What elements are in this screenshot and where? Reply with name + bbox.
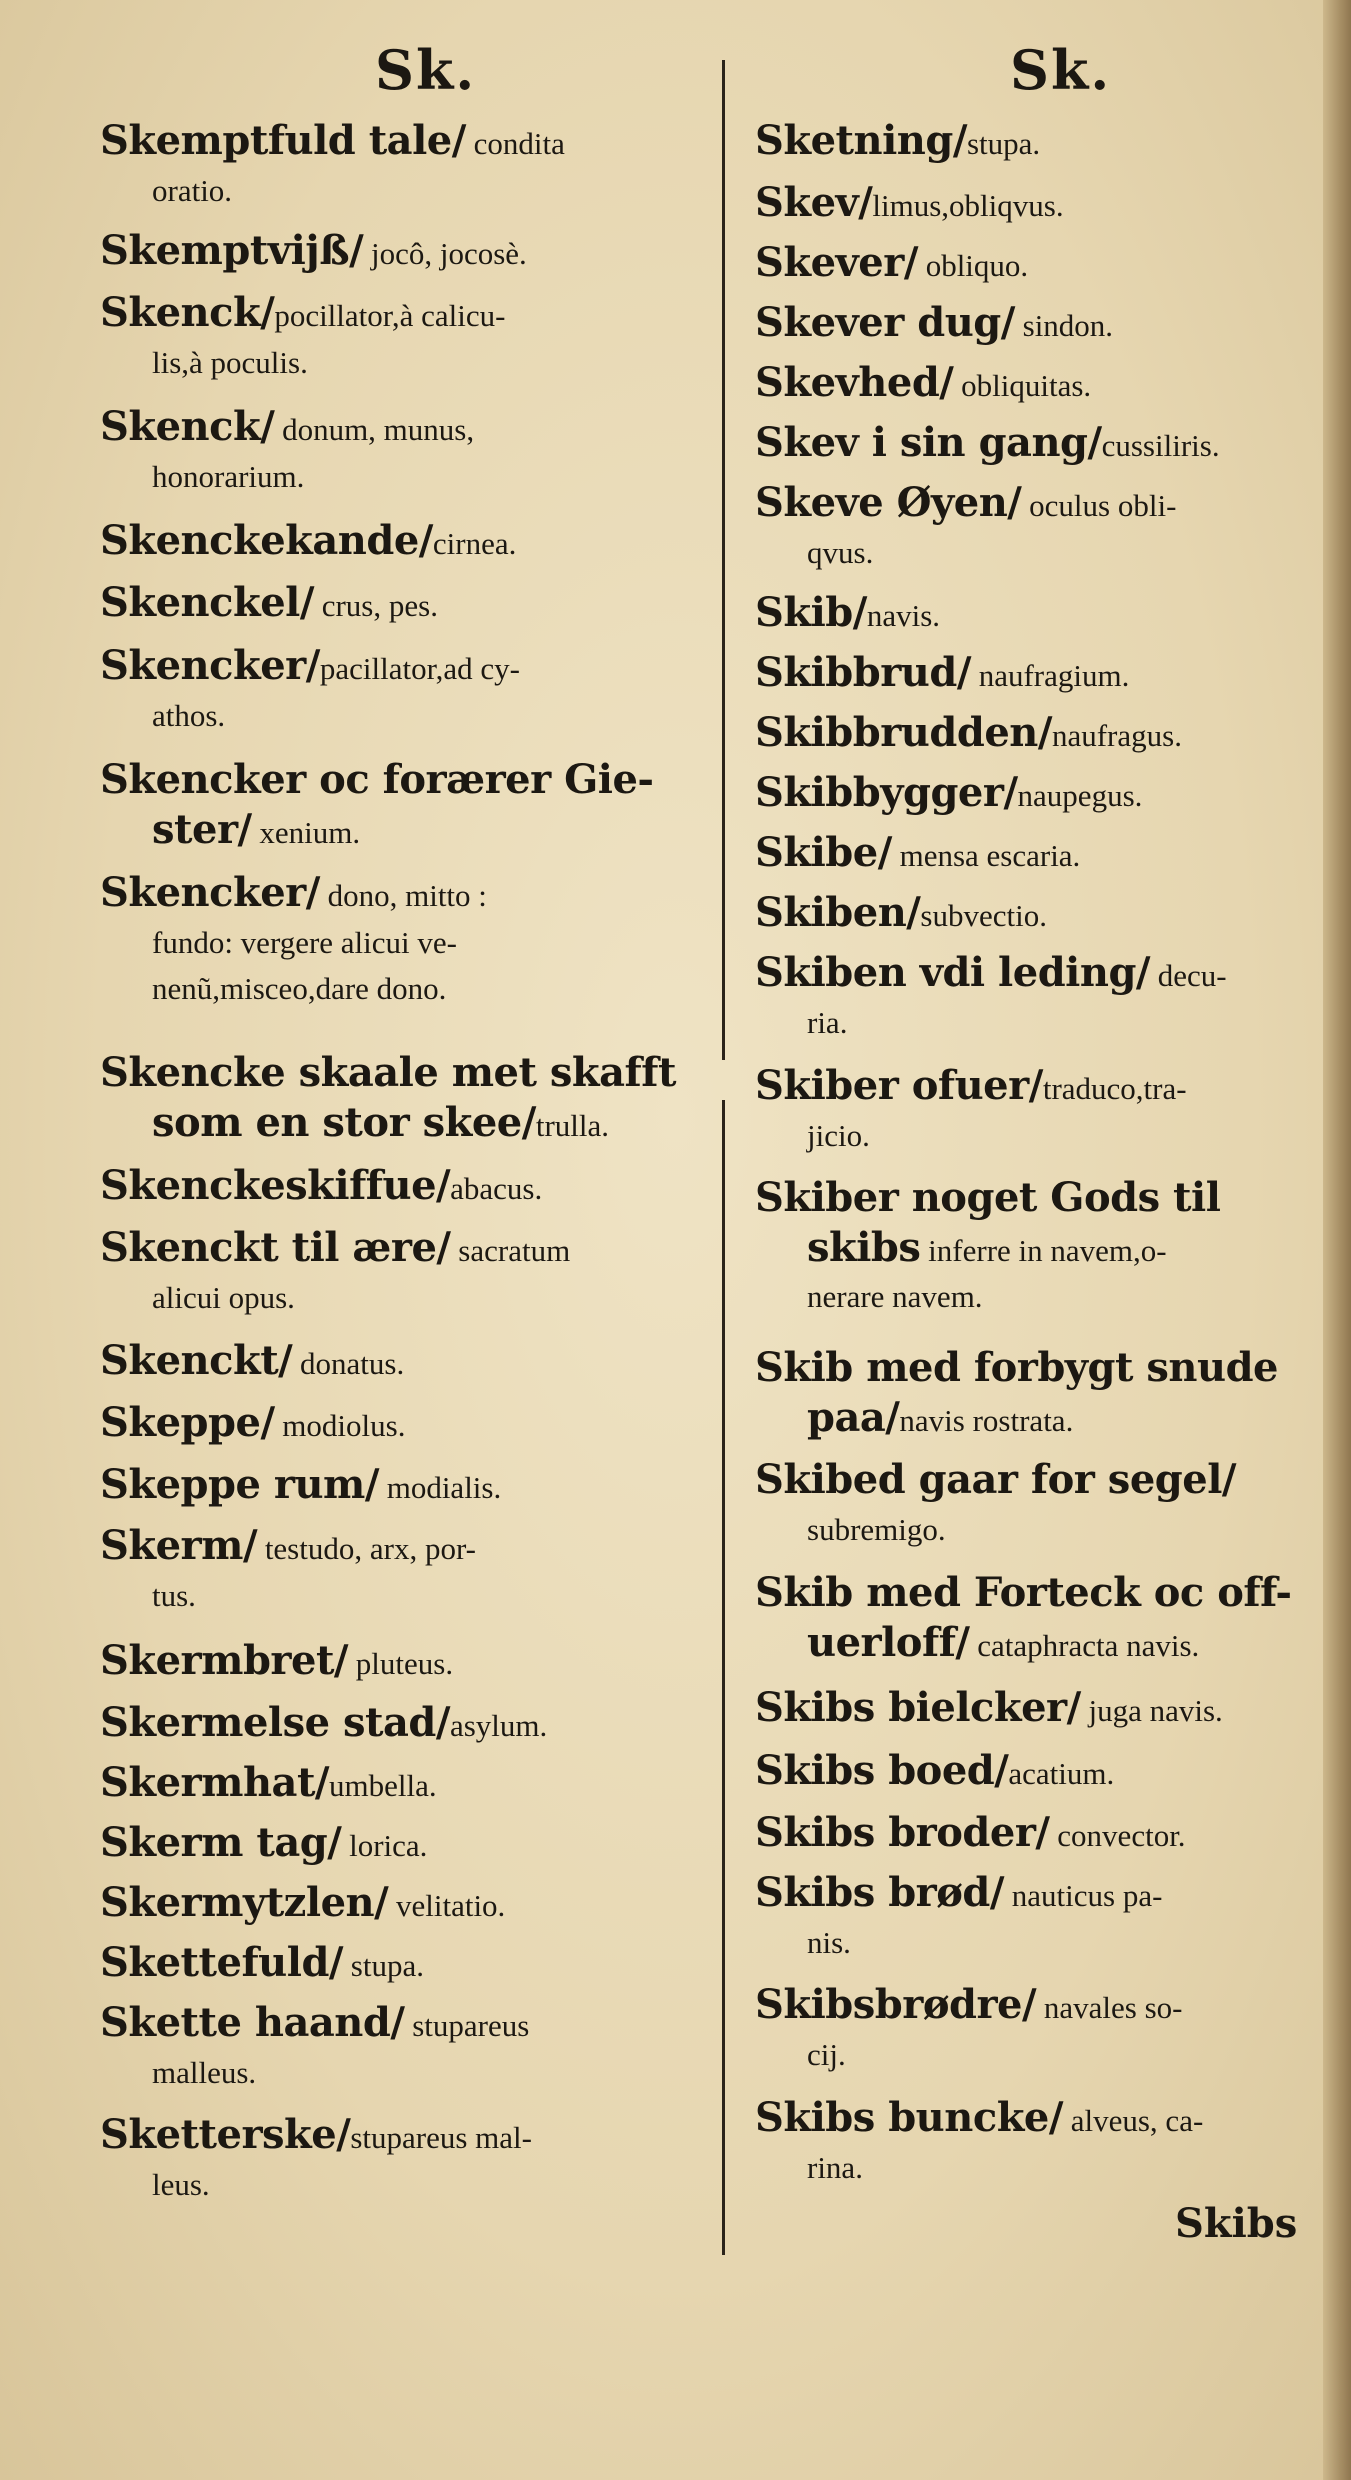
entry-gloss: lorica. [341, 1828, 428, 1863]
entry-headword: Skerm/ [100, 1522, 258, 1569]
dictionary-entry [100, 404, 720, 500]
entry-headword: Skermbret/ [100, 1637, 349, 1684]
entry-gloss: convector. [1049, 1818, 1186, 1853]
entry-headword: Sketning/ [755, 117, 967, 164]
entry-headword: Skettefuld/ [100, 1939, 344, 1986]
dictionary-entry [100, 1050, 720, 1149]
dictionary-entry [100, 1820, 720, 1870]
dictionary-entry [755, 830, 1315, 880]
entry-gloss: decu- [1150, 958, 1227, 993]
entry-continuation: ria. [807, 1005, 848, 1040]
entry-gloss: oculus obli- [1021, 488, 1177, 523]
dictionary-entry [755, 2095, 1315, 2191]
entry-headword: Skeppe/ [100, 1399, 275, 1446]
dictionary-entry [755, 950, 1315, 1046]
entry-gloss: mensa escaria. [891, 838, 1081, 873]
dictionary-entry [100, 1638, 720, 1688]
entry-headword: Skencker/ [100, 642, 320, 689]
entry-headword: Skibbygger/ [755, 769, 1018, 816]
dictionary-entry [100, 1760, 720, 1810]
entry-gloss: limus,obliqvus. [872, 188, 1064, 223]
entry-continuation: nenũ,misceo,dare dono. [152, 971, 447, 1006]
dictionary-entry [100, 1338, 720, 1388]
entry-headword: Skeve Øyen/ [755, 479, 1022, 526]
entry-gloss: naufragium. [970, 658, 1130, 693]
dictionary-entry [755, 1748, 1315, 1798]
dictionary-entry [755, 650, 1315, 700]
entry-gloss: crus, pes. [313, 588, 438, 623]
column-rule [722, 1100, 725, 2255]
entry-gloss: naufragus. [1051, 718, 1182, 753]
dictionary-entry [100, 518, 720, 568]
running-head-right: Sk. [1010, 38, 1112, 102]
entry-headword: Skib med Forteck oc off- [755, 1569, 1292, 1616]
entry-continuation: rina. [807, 2150, 863, 2185]
dictionary-entry [100, 1225, 720, 1321]
dictionary-entry [100, 228, 720, 278]
entry-headword: Skiber noget Gods til [755, 1174, 1221, 1221]
catchword: Skibs [1175, 2200, 1298, 2247]
entry-headword-continuation: ster/ [152, 806, 252, 853]
entry-gloss: modialis. [378, 1470, 502, 1505]
entry-headword: Skev i sin gang/ [755, 419, 1102, 466]
entry-gloss: alveus, ca- [1062, 2103, 1204, 2138]
dictionary-entry [755, 890, 1315, 940]
dictionary-entry [755, 1870, 1315, 1966]
entry-headword: Skenckt til ære/ [100, 1224, 451, 1271]
entry-headword: Skencker oc forærer Gie- [100, 756, 654, 803]
entry-headword: Skemptfuld tale/ [100, 117, 466, 164]
entry-gloss: jocô, jocosè. [363, 236, 527, 271]
dictionary-entry [100, 1940, 720, 1990]
dictionary-entry [755, 710, 1315, 760]
entry-headword: Skemptvijß/ [100, 227, 364, 274]
dictionary-entry [100, 1163, 720, 1213]
entry-headword: Skibsbrødre/ [755, 1981, 1037, 2028]
page-fore-edge [1323, 0, 1351, 2480]
entry-gloss: cirnea. [432, 526, 517, 561]
entry-continuation: athos. [152, 698, 226, 733]
entry-gloss: abacus. [450, 1171, 543, 1206]
entry-gloss: condita [465, 126, 565, 161]
dictionary-entry [100, 643, 720, 739]
entry-headword: Skeppe rum/ [100, 1461, 379, 1508]
entry-continuation: subremigo. [807, 1512, 946, 1547]
entry-headword: Skibed gaar for segel/ [755, 1456, 1236, 1503]
entry-headword: Skibs bielcker/ [755, 1684, 1081, 1731]
dictionary-entry [100, 118, 720, 214]
entry-gloss: velitatio. [388, 1888, 506, 1923]
entry-continuation: leus. [152, 2167, 210, 2202]
dictionary-entry [100, 1462, 720, 1512]
dictionary-entry [100, 580, 720, 630]
entry-gloss: inferre in navem,o- [920, 1233, 1167, 1268]
dictionary-entry [100, 2000, 720, 2096]
dictionary-entry [100, 1523, 720, 1619]
entry-headword: Skibbrud/ [755, 649, 971, 696]
entry-gloss: donum, munus, [274, 412, 475, 447]
dictionary-entry [755, 1982, 1315, 2078]
entry-headword: Skib med forbygt snude [755, 1344, 1279, 1391]
dictionary-entry [755, 1810, 1315, 1860]
entry-headword: Skiben vdi leding/ [755, 949, 1151, 996]
entry-headword: Skencke skaale met skafft [100, 1049, 676, 1096]
entry-headword: Skencker/ [100, 869, 320, 916]
dictionary-entry [100, 2112, 720, 2208]
entry-continuation: honorarium. [152, 459, 305, 494]
dictionary-entry [755, 1345, 1315, 1444]
dictionary-entry [100, 290, 720, 386]
dictionary-entry [755, 240, 1315, 290]
entry-continuation: tus. [152, 1578, 196, 1613]
entry-gloss: stupa. [966, 126, 1041, 161]
entry-headword: Skibbrudden/ [755, 709, 1052, 756]
entry-headword: Skevhed/ [755, 359, 954, 406]
entry-gloss: umbella. [329, 1768, 437, 1803]
entry-gloss: xenium. [251, 815, 361, 850]
entry-headword-continuation: som en stor skee/ [152, 1099, 536, 1146]
dictionary-entry [100, 1400, 720, 1450]
entry-gloss: traduco,tra- [1042, 1071, 1187, 1106]
entry-gloss: cataphracta navis. [969, 1628, 1200, 1663]
entry-continuation: oratio. [152, 173, 233, 208]
entry-headword: Skibe/ [755, 829, 892, 876]
entry-gloss: pacillator,ad cy- [319, 651, 520, 686]
entry-gloss: cussiliris. [1101, 428, 1220, 463]
entry-headword: Skenckeskiffue/ [100, 1162, 451, 1209]
entry-headword-continuation: uerloff/ [807, 1619, 970, 1666]
entry-headword: Sketterske/ [100, 2111, 351, 2158]
dictionary-entry [755, 1175, 1315, 1320]
entry-headword: Skib/ [755, 589, 867, 636]
entry-headword: Skermelse stad/ [100, 1699, 450, 1746]
entry-headword: Skerm tag/ [100, 1819, 342, 1866]
dictionary-entry [755, 300, 1315, 350]
entry-continuation: nerare navem. [807, 1279, 983, 1314]
entry-gloss: asylum. [449, 1708, 548, 1743]
entry-continuation: fundo: vergere alicui ve- [152, 925, 457, 960]
entry-headword-continuation: skibs [807, 1224, 921, 1271]
dictionary-entry [100, 757, 720, 856]
entry-gloss: modiolus. [274, 1408, 406, 1443]
entry-headword: Skiber ofuer/ [755, 1062, 1043, 1109]
entry-gloss: pocillator,à calicu- [274, 298, 506, 333]
entry-gloss: obliquitas. [953, 368, 1092, 403]
entry-gloss: acatium. [1008, 1756, 1115, 1791]
entry-gloss: navis. [866, 598, 941, 633]
entry-headword: Skever/ [755, 239, 918, 286]
entry-headword: Skibs broder/ [755, 1809, 1050, 1856]
dictionary-entry [100, 1880, 720, 1930]
entry-gloss: dono, mitto : [319, 878, 487, 913]
dictionary-entry [755, 360, 1315, 410]
dictionary-entry [755, 1063, 1315, 1159]
dictionary-entry [100, 870, 720, 1012]
entry-gloss: naupegus. [1017, 778, 1143, 813]
entry-headword: Skever dug/ [755, 299, 1015, 346]
entry-headword: Skenck/ [100, 403, 275, 450]
dictionary-entry [755, 118, 1315, 168]
entry-continuation: nis. [807, 1925, 851, 1960]
entry-gloss: pluteus. [348, 1646, 454, 1681]
dictionary-entry [755, 1685, 1315, 1735]
entry-continuation: cij. [807, 2037, 846, 2072]
entry-gloss: juga navis. [1080, 1693, 1223, 1728]
entry-headword: Skiben/ [755, 889, 921, 936]
entry-headword: Skibs brød/ [755, 1869, 1005, 1916]
entry-gloss: nauticus pa- [1004, 1878, 1163, 1913]
dictionary-entry [755, 480, 1315, 576]
entry-gloss: stupareus [404, 2008, 530, 2043]
entry-gloss: navis rostrata. [899, 1403, 1074, 1438]
entry-headword: Skibs buncke/ [755, 2094, 1063, 2141]
entry-gloss: navales so- [1036, 1990, 1183, 2025]
entry-continuation: lis,à poculis. [152, 345, 308, 380]
entry-headword: Skenckt/ [100, 1337, 293, 1384]
entry-headword: Skenckel/ [100, 579, 314, 626]
entry-headword: Skenck/ [100, 289, 275, 336]
dictionary-entry [755, 420, 1315, 470]
entry-gloss: stupa. [343, 1948, 424, 1983]
entry-headword: Skenckekande/ [100, 517, 433, 564]
entry-continuation: qvus. [807, 535, 874, 570]
dictionary-entry [755, 590, 1315, 640]
dictionary-entry [755, 180, 1315, 230]
entry-continuation: jicio. [807, 1118, 870, 1153]
entry-gloss: obliquo. [917, 248, 1029, 283]
dictionary-entry [100, 1700, 720, 1750]
entry-headword: Skermhat/ [100, 1759, 330, 1806]
entry-headword: Skette haand/ [100, 1999, 405, 2046]
entry-continuation: alicui opus. [152, 1280, 295, 1315]
entry-headword: Skermytzlen/ [100, 1879, 389, 1926]
column-rule [722, 60, 725, 1060]
entry-gloss: donatus. [292, 1346, 405, 1381]
entry-headword-continuation: paa/ [807, 1394, 900, 1441]
entry-gloss: stupareus mal- [350, 2120, 532, 2155]
entry-gloss: testudo, arx, por- [257, 1531, 476, 1566]
dictionary-entry [755, 1570, 1315, 1669]
dictionary-entry [755, 1457, 1315, 1553]
entry-headword: Skev/ [755, 179, 873, 226]
entry-headword: Skibs boed/ [755, 1747, 1009, 1794]
entry-gloss: trulla. [535, 1108, 609, 1143]
dictionary-entry [755, 770, 1315, 820]
entry-gloss: sindon. [1014, 308, 1114, 343]
entry-gloss: subvectio. [920, 898, 1047, 933]
entry-gloss: sacratum [450, 1233, 571, 1268]
running-head-left: Sk. [375, 38, 477, 102]
entry-continuation: malleus. [152, 2055, 257, 2090]
